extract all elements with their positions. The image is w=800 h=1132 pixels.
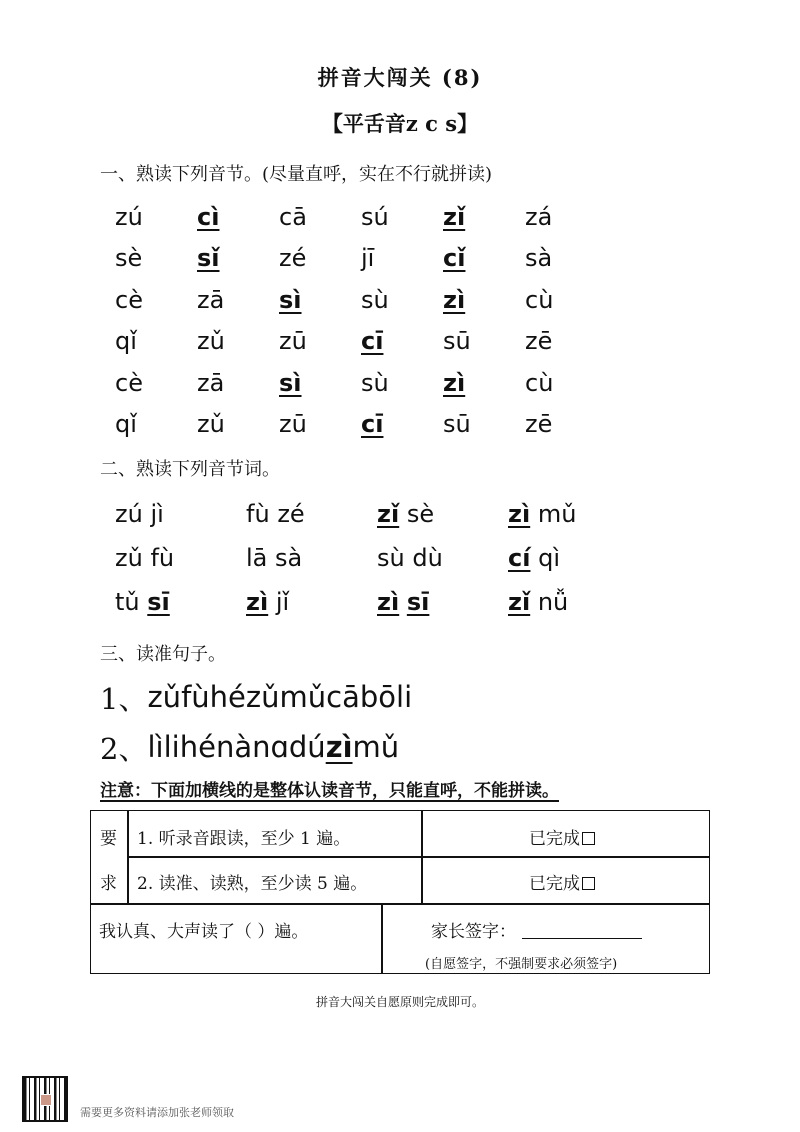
sentence-word: hé [209, 680, 246, 714]
sentence-word: lì [147, 730, 164, 764]
syllable-row [115, 238, 607, 280]
syllable-word [246, 544, 377, 572]
sentence-word: zì [325, 730, 353, 764]
done-label-1: 已完成 [529, 829, 580, 849]
checkbox-icon[interactable] [582, 832, 595, 845]
sentence [100, 672, 412, 722]
word-syllable: zǐ [508, 588, 531, 616]
sentence-word: bō [359, 680, 397, 714]
sentence-list [100, 672, 412, 772]
syllable: zē [525, 410, 553, 439]
syllable: qǐ [115, 410, 137, 439]
syllable: cǐ [443, 244, 466, 273]
sentence-word: nà [215, 730, 253, 764]
syllable-word [115, 544, 246, 572]
syllable-row [115, 196, 607, 238]
syllable: zā [197, 285, 225, 314]
table-divider [127, 856, 709, 858]
word-syllable: dù [412, 544, 443, 572]
syllable-word [377, 544, 508, 572]
checkbox-icon[interactable] [582, 877, 595, 890]
sentence-word: nɑ [252, 730, 289, 764]
section3-heading: 三、读准句子。 [100, 644, 226, 665]
table-divider [91, 903, 709, 905]
parent-sign-label: 家长签字： [431, 922, 516, 942]
word-syllable: sà [275, 544, 303, 572]
syllable-word [246, 500, 377, 528]
sentence-word: fù [181, 680, 210, 714]
syllable: zū [279, 410, 307, 439]
syllable-word [508, 544, 639, 572]
word-syllable: fù [246, 500, 270, 528]
syllable-row [115, 321, 607, 363]
word-syllable: sī [406, 588, 430, 616]
word-syllable: zì [246, 588, 269, 616]
syllable: sà [525, 244, 553, 273]
syllable: sǐ [197, 244, 220, 273]
word-syllable: zì [508, 500, 531, 528]
requirement-2: 2. 读准、读熟，至少读 5 遍。 [137, 874, 368, 894]
syllable-word [115, 500, 246, 528]
requirement-char-1: 要 [100, 829, 117, 849]
sentence-word: mǔ [352, 730, 400, 764]
syllable: zū [279, 327, 307, 356]
syllable: zǐ [443, 202, 466, 231]
syllable: zē [525, 327, 553, 356]
sentence-number: 2、 [100, 731, 148, 766]
syllable-word [508, 500, 639, 528]
syllable: sú [361, 202, 389, 231]
read-times-text: 我认真、大声读了（ ）遍。 [99, 922, 309, 942]
syllable: zì [443, 285, 466, 314]
syllable-word [115, 588, 246, 616]
sentence-word: dú [288, 730, 326, 764]
syllable: cù [525, 285, 554, 314]
syllable: zǔ [197, 327, 225, 356]
done-status-1 [529, 824, 595, 849]
syllable: zé [279, 244, 307, 273]
sentence-word: cā [326, 680, 360, 714]
page-subtitle: 【平舌音z c s】 [321, 111, 479, 136]
word-row [115, 580, 639, 624]
syllable-word [246, 588, 377, 616]
syllable: sì [279, 368, 302, 397]
syllable: sù [361, 285, 389, 314]
sentence-word: hé [179, 730, 216, 764]
word-syllable: sī [147, 588, 170, 616]
syllable-word [377, 500, 508, 528]
section1-heading: 一、熟读下列音节。(尽量直呼，实在不行就拼读) [100, 164, 493, 185]
requirement-char-2: 求 [100, 874, 117, 894]
sentence [100, 722, 412, 772]
syllable: cì [197, 202, 220, 231]
word-syllable: nǚ [537, 588, 569, 616]
word-grid [115, 492, 639, 624]
syllable-row [115, 279, 607, 321]
syllable: jī [361, 244, 375, 273]
bottom-text: 需要更多资料请添加张老师领取 [80, 1106, 234, 1119]
syllable: zā [197, 368, 225, 397]
qr-avatar-icon [40, 1094, 52, 1106]
page-title: 拼音大闯关 (8) [317, 65, 483, 90]
word-syllable: cí [508, 544, 531, 572]
section2-heading: 二、熟读下列音节词。 [100, 459, 280, 480]
signature-line[interactable] [522, 938, 642, 939]
syllable: cī [361, 410, 384, 439]
syllable-word [377, 588, 508, 616]
syllable: zú [115, 202, 143, 231]
syllable: sù [361, 368, 389, 397]
word-syllable: zé [277, 500, 305, 528]
sign-note: (自愿签字，不强制要求必须签字) [425, 957, 618, 972]
footer-text: 拼音大闯关自愿原则完成即可。 [315, 995, 484, 1009]
word-syllable: fù [150, 544, 175, 572]
word-row [115, 536, 639, 580]
word-syllable: jì [150, 500, 164, 528]
syllable-row [115, 404, 607, 446]
word-syllable: sè [406, 500, 435, 528]
syllable-grid [115, 196, 607, 445]
syllable: zì [443, 368, 466, 397]
syllable-row [115, 362, 607, 404]
sentence-number: 1、 [100, 681, 148, 716]
word-syllable: tǔ [115, 588, 140, 616]
syllable: cù [525, 368, 554, 397]
qr-code-icon [22, 1076, 68, 1122]
syllable: cè [115, 285, 143, 314]
word-syllable: zǔ [115, 544, 143, 572]
syllable: cè [115, 368, 143, 397]
word-syllable: mǔ [537, 500, 577, 528]
syllable: zá [525, 202, 553, 231]
word-row [115, 492, 639, 536]
syllable: sū [443, 327, 471, 356]
word-syllable: zú [115, 500, 143, 528]
syllable: cī [361, 327, 384, 356]
word-syllable: sù [377, 544, 405, 572]
syllable: sè [115, 244, 143, 273]
requirement-1: 1. 听录音跟读，至少 1 遍。 [137, 829, 351, 849]
parent-sign-field[interactable] [431, 917, 642, 942]
word-syllable: zì [377, 588, 400, 616]
done-label-2: 已完成 [529, 874, 580, 894]
syllable: qǐ [115, 327, 137, 356]
syllable: zǔ [197, 410, 225, 439]
syllable: sì [279, 285, 302, 314]
word-syllable: jǐ [275, 588, 290, 616]
sentence-word: zǔ [245, 680, 280, 714]
syllable: sū [443, 410, 471, 439]
done-status-2 [529, 869, 595, 894]
word-syllable: qì [538, 544, 560, 572]
sentence-word: li [396, 680, 413, 714]
syllable: cā [279, 202, 307, 231]
syllable-word [508, 588, 639, 616]
sentence-word: li [163, 730, 180, 764]
sentence-word: zǔ [147, 680, 182, 714]
word-syllable: zǐ [377, 500, 400, 528]
sentence-word: mǔ [279, 680, 327, 714]
note-text: 注意：下面加横线的是整体认读音节，只能直呼，不能拼读。 [100, 781, 559, 801]
table-divider [381, 903, 383, 973]
word-syllable: lā [246, 544, 268, 572]
task-table [90, 810, 710, 974]
